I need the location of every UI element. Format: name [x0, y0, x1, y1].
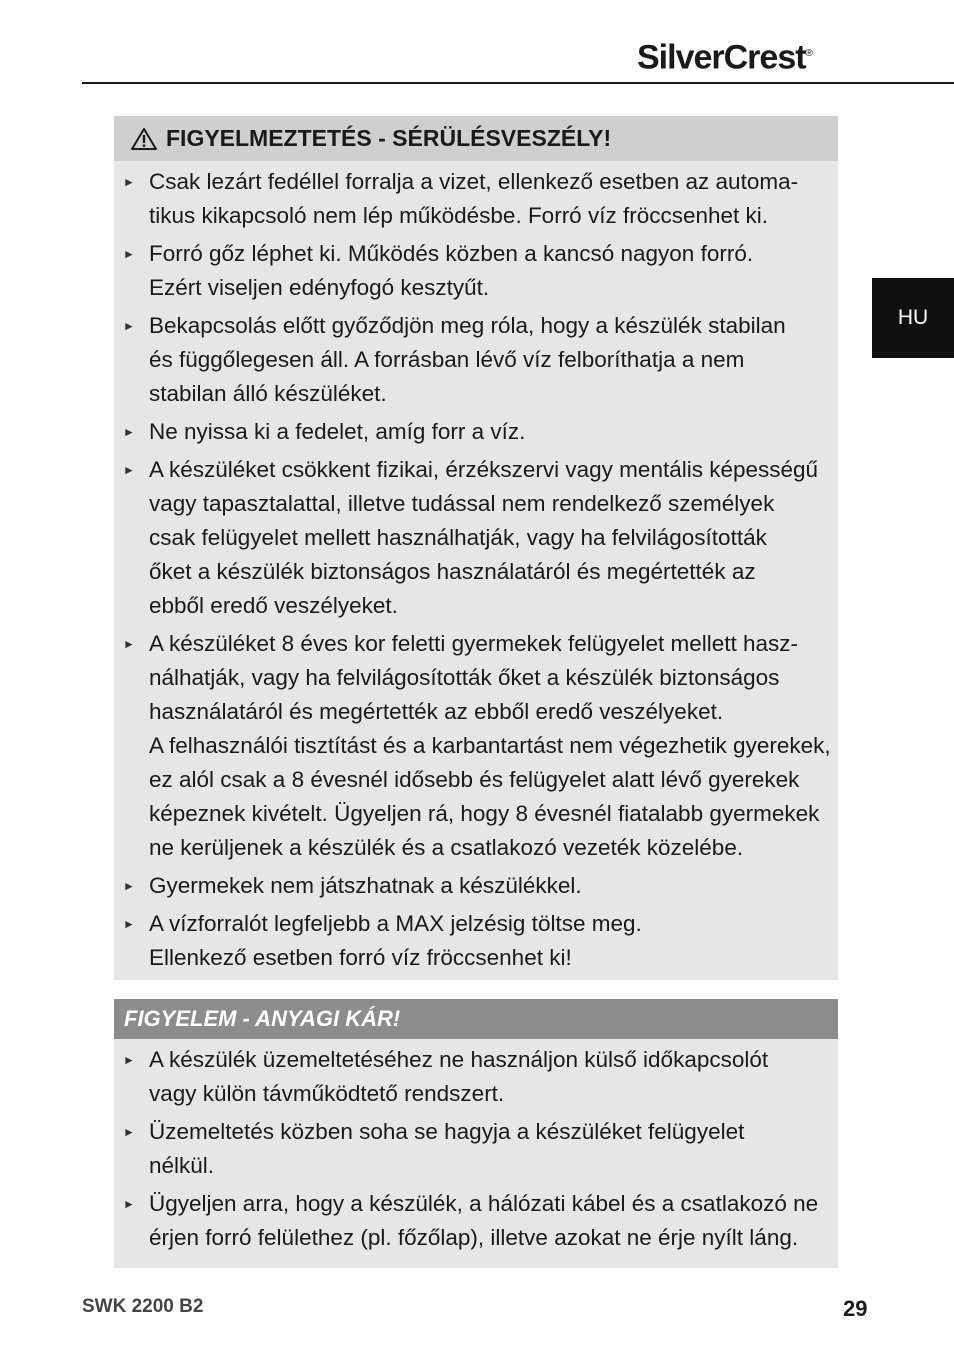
brand-logo — [637, 36, 813, 75]
item-text-line: nélkül. — [149, 1153, 215, 1178]
bullet-arrow-icon: ► — [123, 637, 135, 651]
item-text-line: A készüléket csökkent fizikai, érzékszervi vagy mentális képességű — [149, 457, 819, 482]
item-text-line: Csak lezárt fedéllel forralja a vizet, ellenkező esetben az automa- — [149, 169, 799, 194]
bullet-arrow-icon: ► — [123, 879, 135, 893]
item-text-line: ne kerüljenek a készülék és a csatlakozó vezeték közelébe. — [149, 835, 744, 860]
item-text-line: vagy tapasztalattal, illetve tudással nem rendelkező személyek — [149, 491, 775, 516]
list-item — [114, 453, 838, 623]
brand-logo-text: SilverCrest — [637, 38, 806, 77]
bullet-arrow-icon: ► — [123, 247, 135, 261]
list-item — [114, 907, 838, 975]
caution-box — [114, 999, 838, 1268]
list-item — [114, 165, 838, 233]
list-item — [114, 415, 838, 449]
item-text-line: őket a készülék biztonságos használatáról és megértették az — [149, 559, 756, 584]
item-text-line: csak felügyelet mellett használhatják, vagy ha felvilágosították — [149, 525, 767, 550]
warning-header — [114, 116, 838, 161]
item-text-line: Üzemeltetés közben soha se hagyja a készüléket felügyelet — [149, 1119, 745, 1144]
bullet-arrow-icon: ► — [123, 917, 135, 931]
model-number: SWK 2200 B2 — [82, 1296, 204, 1317]
item-text-line: A készüléket 8 éves kor feletti gyermekek felügyelet mellett hasz- — [149, 631, 799, 656]
bullet-arrow-icon: ► — [123, 319, 135, 333]
registered-mark: ® — [805, 48, 813, 59]
item-text-line: érjen forró felülethez (pl. főzőlap), illetve azokat ne érje nyílt láng. — [149, 1225, 799, 1250]
item-text-line: Ezért viseljen edényfogó kesztyűt. — [149, 275, 490, 300]
item-text-line: Ügyeljen arra, hogy a készülék, a hálózati kábel és a csatlakozó ne — [149, 1191, 819, 1216]
bullet-arrow-icon: ► — [123, 1053, 135, 1067]
item-text-line: Ellenkező esetben forró víz fröccsenhet ki! — [149, 945, 572, 970]
item-text-line: vagy külön távműködtető rendszert. — [149, 1081, 505, 1106]
item-text-line: Forró gőz léphet ki. Működés közben a kancsó nagyon forró. — [149, 241, 754, 266]
caution-header — [114, 999, 838, 1039]
item-text-line: képeznek kivételt. Ügyeljen rá, hogy 8 évesnél fiatalabb gyermekek — [149, 801, 820, 826]
list-item — [114, 1187, 838, 1255]
language-tab: HU — [872, 278, 954, 358]
caution-list — [114, 1039, 838, 1255]
list-item — [114, 627, 838, 865]
bullet-arrow-icon: ► — [123, 463, 135, 477]
page-number: 29 — [843, 1296, 868, 1321]
warning-title: FIGYELMEZTETÉS - SÉRÜLÉSVESZÉLY! — [166, 125, 612, 151]
item-text-line: Ne nyissa ki a fedelet, amíg forr a víz. — [149, 419, 526, 444]
item-text-line: A felhasználói tisztítást és a karbantartást nem végezhetik gyerekek, — [149, 733, 831, 758]
item-text-line: ebből eredő veszélyeket. — [149, 593, 398, 618]
item-text-line: használatáról és megértették az ebből eredő veszélyeket. — [149, 699, 724, 724]
caution-title: FIGYELEM - ANYAGI KÁR! — [124, 1006, 401, 1031]
item-text-line: nálhatják, vagy ha felvilágosították őket a készülék biztonságos — [149, 665, 780, 690]
item-text-line: és függőlegesen áll. A forrásban lévő víz felboríthatja a nem — [149, 347, 745, 372]
list-item — [114, 237, 838, 305]
bullet-arrow-icon: ► — [123, 425, 135, 439]
list-item — [114, 869, 838, 903]
item-text-line: Bekapcsolás előtt győződjön meg róla, hogy a készülék stabilan — [149, 313, 786, 338]
item-text-line: A vízforralót legfeljebb a MAX jelzésig töltse meg. — [149, 911, 642, 936]
list-item — [114, 1115, 838, 1183]
warning-box — [114, 116, 838, 980]
item-text-line: stabilan álló készüléket. — [149, 381, 387, 406]
bullet-arrow-icon: ► — [123, 175, 135, 189]
warning-triangle-icon — [130, 127, 158, 151]
list-item — [114, 1043, 838, 1111]
bullet-arrow-icon: ► — [123, 1125, 135, 1139]
item-text-line: A készülék üzemeltetéséhez ne használjon külső időkapcsolót — [149, 1047, 769, 1072]
item-text-line: Gyermekek nem játszhatnak a készülékkel. — [149, 873, 582, 898]
item-text-line: ez alól csak a 8 évesnél idősebb és felügyelet alatt lévő gyerekek — [149, 767, 800, 792]
list-item — [114, 309, 838, 411]
bullet-arrow-icon: ► — [123, 1197, 135, 1211]
header-rule — [82, 82, 954, 84]
item-text-line: tikus kikapcsoló nem lép működésbe. Forró víz fröccsenhet ki. — [149, 203, 769, 228]
warning-list — [114, 161, 838, 975]
